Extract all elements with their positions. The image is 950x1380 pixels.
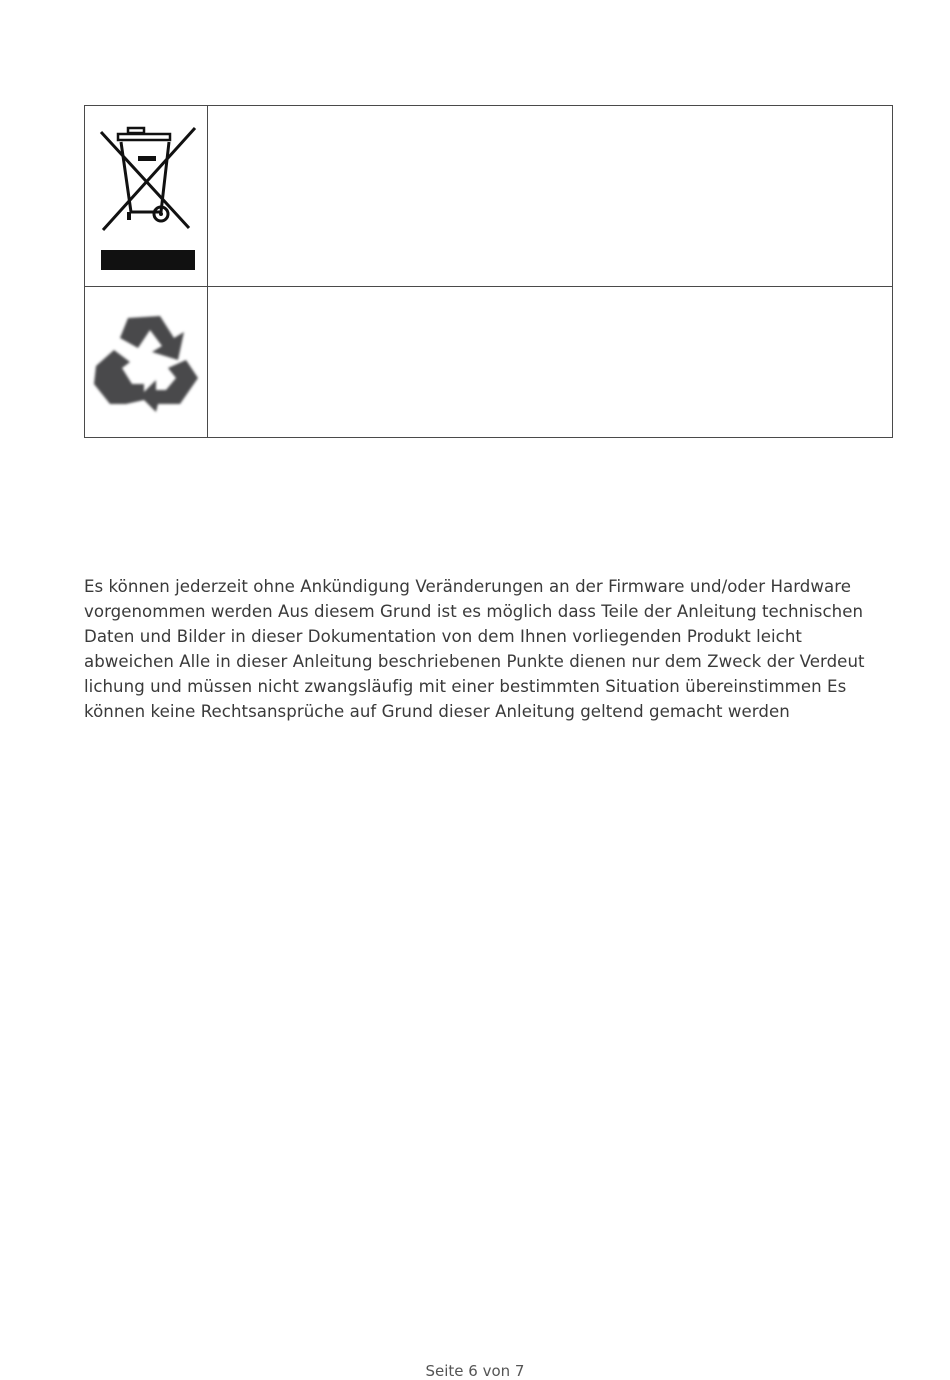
recycling-text-cell (208, 287, 893, 438)
disclaimer-line: abweichen Alle in dieser Anleitung beschriebenen Punkte dienen nur dem Zweck der Verdeut (84, 652, 865, 671)
disclaimer-line: Es können jederzeit ohne Ankündigung Veränderungen an der Firmware und/oder Hardware (84, 577, 851, 596)
disclaimer-line: Daten und Bilder in dieser Dokumentation von dem Ihnen vorliegenden Produkt leicht (84, 627, 802, 646)
weee-row (85, 106, 893, 287)
crossed-out-wheelie-bin-icon (91, 116, 201, 276)
page-number: Seite 6 von 7 (425, 1362, 525, 1380)
recycling-row (85, 287, 893, 438)
disclaimer-paragraph (84, 574, 884, 724)
disclaimer-line: lichung und müssen nicht zwangsläufig mit einer bestimmten Situation übereinstimmen Es (84, 677, 847, 696)
weee-icon-cell (85, 106, 208, 287)
disposal-symbols-table (84, 105, 893, 438)
disclaimer-line: können keine Rechtsansprüche auf Grund dieser Anleitung geltend gemacht werden (84, 702, 790, 721)
weee-text-cell (208, 106, 893, 287)
recycling-icon-cell (85, 287, 208, 438)
disclaimer-line: vorgenommen werden Aus diesem Grund ist es möglich dass Teile der Anleitung technischen (84, 602, 864, 621)
recycling-icon (88, 304, 204, 420)
